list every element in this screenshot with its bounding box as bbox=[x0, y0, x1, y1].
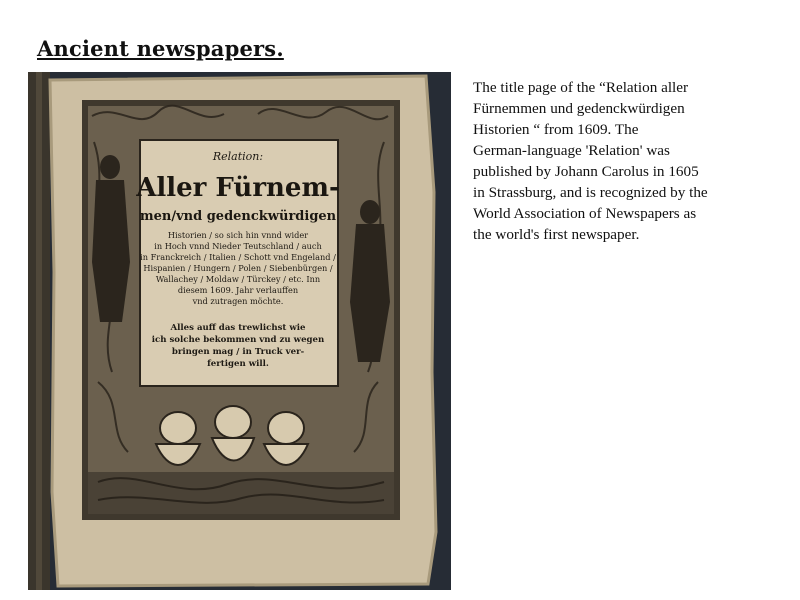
caption-line: published by Johann Carolus in 1605 bbox=[473, 163, 699, 180]
page-closing-line: fertigen will. bbox=[207, 359, 269, 369]
page-body-line: Wallachey / Moldaw / Türckey / etc. Inn bbox=[155, 274, 321, 284]
page-closing-line: Alles auff das trewlichst wie bbox=[170, 323, 306, 333]
page-body-line: diesem 1609. Jahr verlauffen bbox=[177, 285, 299, 295]
newspaper-page-illustration bbox=[28, 72, 451, 590]
caption-line: World Association of Newspapers as bbox=[473, 205, 697, 222]
page-body-line: in Hoch vnnd Nieder Teutschland / auch bbox=[154, 241, 322, 251]
newspaper-photo bbox=[28, 72, 451, 590]
caption-line: Historien “ from 1609. The bbox=[473, 121, 639, 138]
caption-line: the world's first newspaper. bbox=[473, 226, 640, 243]
caption-line: Fürnemmen und gedenckwürdigen bbox=[473, 100, 685, 117]
page-body-line: Hispanien / Hungern / Polen / Siebenbürgen / bbox=[143, 263, 333, 273]
page-closing-line: bringen mag / in Truck ver- bbox=[171, 347, 305, 357]
page-closing-line: ich solche bekommen vnd zu wegen bbox=[151, 335, 325, 345]
caption-line: German-language 'Relation' was bbox=[473, 142, 670, 159]
page-body-line: Historien / so sich hin vnnd wider bbox=[167, 230, 309, 240]
page-heading: Relation: bbox=[212, 150, 264, 163]
page-body-line: in Franckreich / Italien / Schott vnd Engeland / bbox=[140, 252, 336, 262]
image-caption bbox=[473, 77, 773, 245]
page-title-line-1: Aller Fürnem- bbox=[136, 173, 340, 203]
page-title-line-2: men/vnd gedenckwürdigen bbox=[139, 209, 337, 224]
caption-line: The title page of the “Relation aller bbox=[473, 79, 689, 96]
slide-title: Ancient newspapers. bbox=[37, 36, 284, 61]
caption-line: in Strassburg, and is recognized by the bbox=[473, 184, 708, 201]
page-body-line: vnd zutragen möchte. bbox=[192, 296, 284, 306]
